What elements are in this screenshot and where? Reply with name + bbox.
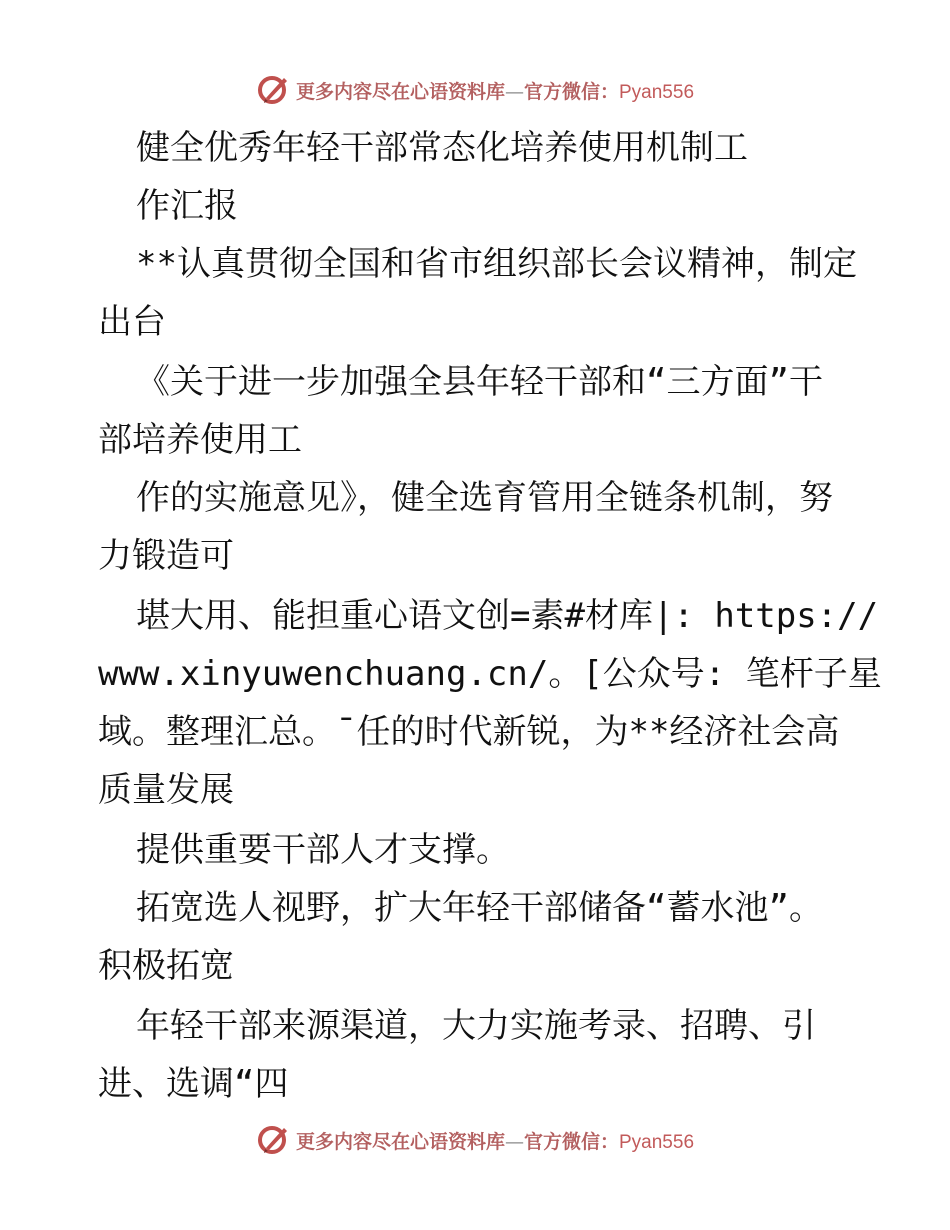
footer-watermark	[0, 1120, 950, 1160]
paragraph-line: 域。整理汇总。¯任的时代新锐，为**经济社会高	[98, 712, 840, 752]
watermark-prefix: 官方微信：	[523, 1130, 619, 1153]
paragraph-line: 堪大用、能担重心语文创=素#材库|: https://	[136, 596, 879, 636]
paragraph-line: 拓宽选人视野，扩大年轻干部储备“蓄水池”。	[136, 888, 823, 928]
title-line-1: 健全优秀年轻干部常态化培养使用机制工	[136, 128, 748, 168]
watermark-group	[256, 1122, 694, 1158]
watermark-site: 更多内容尽在心语资料库	[295, 1130, 505, 1153]
paragraph-line: 积极拓宽	[98, 946, 234, 986]
paragraph-line: 力锻造可	[98, 536, 234, 576]
watermark-id: Pyan556	[619, 81, 695, 103]
paragraph-line: 进、选调“四	[98, 1064, 289, 1104]
title-line-2: 作汇报	[136, 186, 238, 226]
watermark-group	[256, 72, 694, 108]
paragraph-line: 质量发展	[98, 770, 234, 810]
paragraph-line: 年轻干部来源渠道，大力实施考录、招聘、引	[136, 1006, 816, 1046]
paragraph-line: 提供重要干部人才支撑。	[136, 830, 510, 870]
watermark-dash: —	[504, 1130, 524, 1153]
watermark-site: 更多内容尽在心语资料库	[295, 80, 505, 103]
header-watermark	[0, 70, 950, 110]
watermark-dash: —	[504, 80, 524, 103]
paragraph-line: 《关于进一步加强全县年轻干部和“三方面”干	[136, 362, 823, 402]
quill-logo-icon	[256, 1122, 292, 1158]
paragraph-line: 出台	[98, 302, 166, 342]
watermark-prefix: 官方微信：	[523, 80, 619, 103]
paragraph-line: www.xinyuwenchuang.cn/。[公众号: 笔杆子星	[98, 654, 882, 694]
paragraph-line: 部培养使用工	[98, 420, 302, 460]
watermark-text	[296, 77, 694, 104]
paragraph-line: **认真贯彻全国和省市组织部长会议精神，制定	[136, 244, 857, 284]
quill-logo-icon	[256, 72, 292, 108]
watermark-id: Pyan556	[619, 1131, 695, 1153]
paragraph-line: 作的实施意见》，健全选育管用全链条机制，努	[136, 478, 833, 518]
watermark-text	[296, 1127, 694, 1154]
